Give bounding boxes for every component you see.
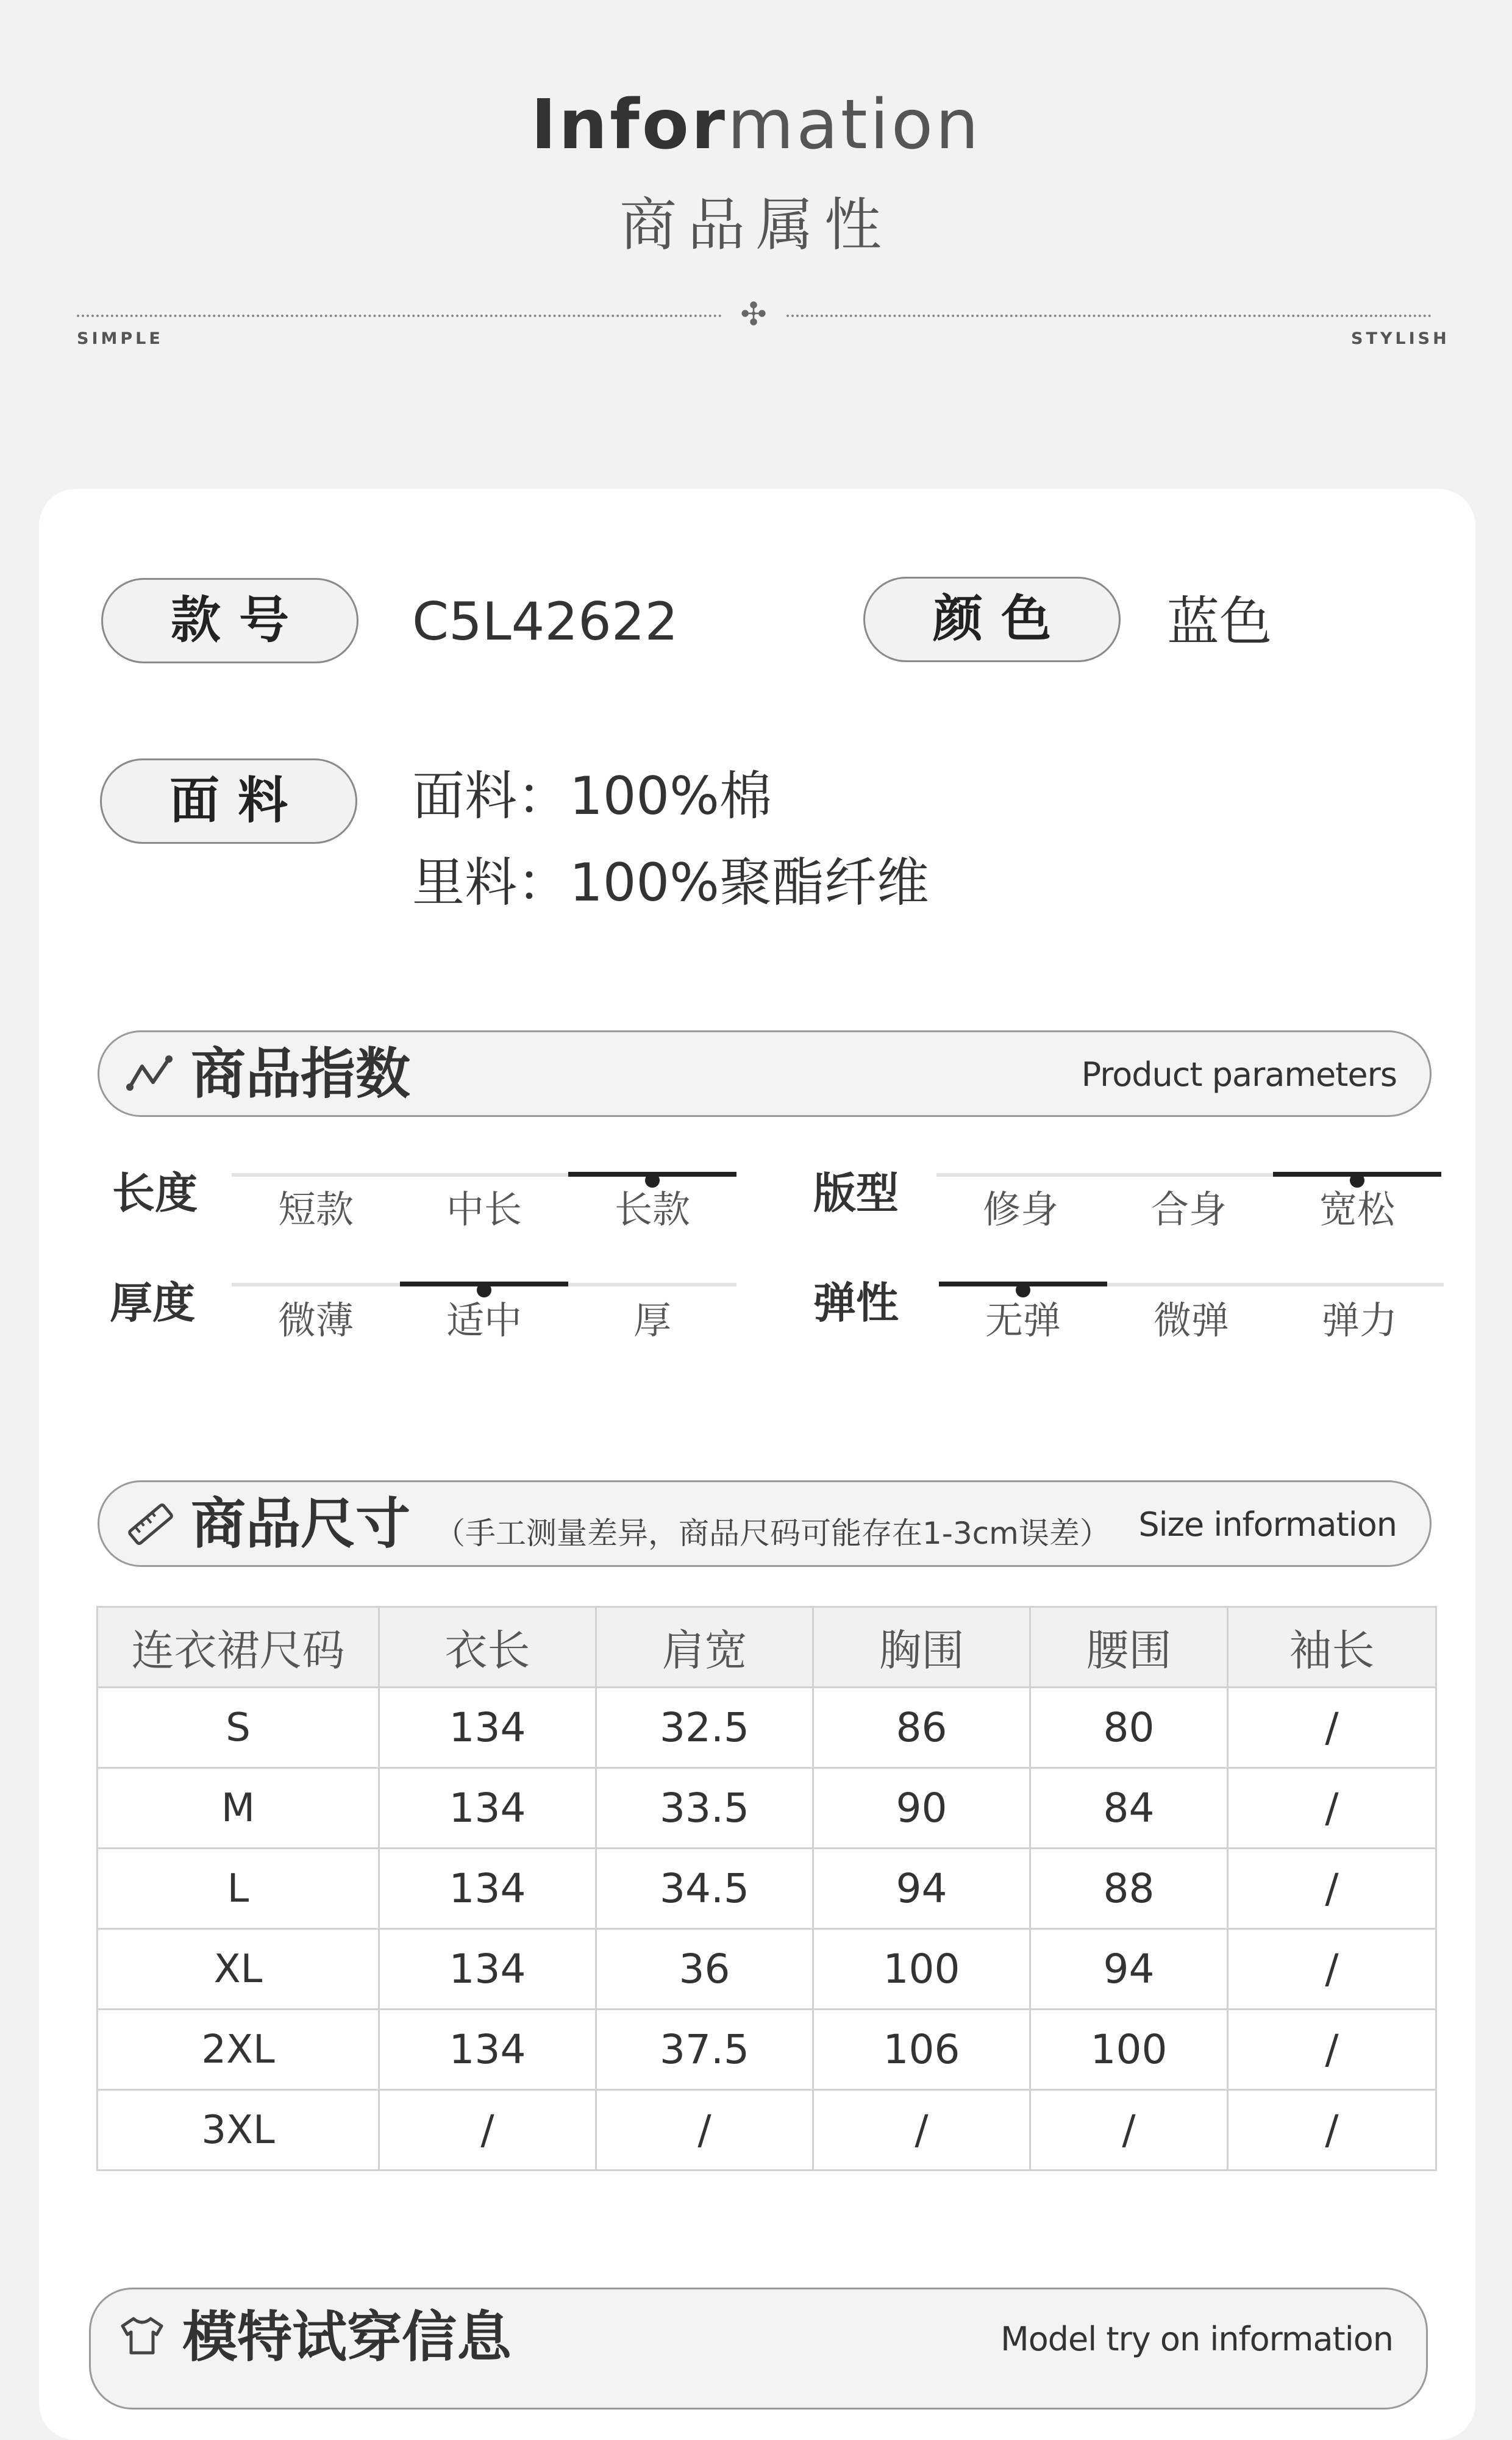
size-information-title: 商品尺寸 <box>191 1492 410 1556</box>
index-label-elasticity: 弹性 <box>813 1278 899 1328</box>
product-parameters-title: 商品指数 <box>191 1042 410 1106</box>
table-cell: 134 <box>379 2010 596 2090</box>
table-cell: 134 <box>379 1929 596 2010</box>
info-title <box>0 79 1512 171</box>
thickness-option-1: 微薄 <box>277 1298 354 1343</box>
table-cell: 3XL <box>98 2090 379 2171</box>
elasticity-option-2: 微弹 <box>1153 1298 1229 1343</box>
length-option-1: 短款 <box>277 1187 354 1232</box>
ruler-icon <box>126 1503 175 1546</box>
table-cell: / <box>1228 1768 1436 1849</box>
elasticity-option-3: 弹力 <box>1321 1298 1397 1343</box>
fabric-pill: 面料 <box>100 758 357 844</box>
table-cell: / <box>596 2090 813 2171</box>
fit-option-2: 合身 <box>1150 1187 1227 1232</box>
info-title-light: mation <box>727 85 982 165</box>
stylish-tag: STYLISH <box>1351 329 1450 348</box>
table-cell: 36 <box>596 1929 813 2010</box>
table-cell: 80 <box>1030 1688 1228 1768</box>
model-info-bar <box>89 2288 1428 2410</box>
size-information-en: Size information <box>1138 1505 1397 1544</box>
table-cell: M <box>98 1768 379 1849</box>
table-row <box>98 1768 1436 1849</box>
header-length: 衣长 <box>379 1607 596 1688</box>
header-size: 连衣裙尺码 <box>98 1607 379 1688</box>
table-row <box>98 1929 1436 2010</box>
table-cell: / <box>1228 2010 1436 2090</box>
model-info-en: Model try on information <box>1000 2320 1393 2358</box>
table-cell: 134 <box>379 1688 596 1768</box>
table-cell: 134 <box>379 1768 596 1849</box>
table-cell: 94 <box>1030 1929 1228 2010</box>
table-row <box>98 2090 1436 2171</box>
table-cell: XL <box>98 1929 379 2010</box>
color-value: 蓝色 <box>1167 591 1272 652</box>
table-cell: 94 <box>813 1849 1030 1929</box>
header-bust: 胸围 <box>813 1607 1030 1688</box>
table-cell: / <box>1228 2090 1436 2171</box>
elasticity-selected-dot <box>1016 1283 1030 1297</box>
table-cell: S <box>98 1688 379 1768</box>
index-label-length: 长度 <box>112 1168 198 1218</box>
fit-option-3: 宽松 <box>1319 1187 1395 1232</box>
table-cell: / <box>1030 2090 1228 2171</box>
table-cell: 100 <box>813 1929 1030 2010</box>
table-cell: / <box>1228 1688 1436 1768</box>
header-shoulder: 肩宽 <box>596 1607 813 1688</box>
table-cell: / <box>379 2090 596 2171</box>
simple-tag: SIMPLE <box>77 329 163 348</box>
table-cell: 134 <box>379 1849 596 1929</box>
info-title-bold: Infor <box>530 85 728 165</box>
thickness-selected-dot <box>477 1283 491 1297</box>
table-row <box>98 2010 1436 2090</box>
index-label-thickness: 厚度 <box>110 1278 195 1328</box>
style-number-value: C5L42622 <box>412 591 679 652</box>
table-cell: / <box>813 2090 1030 2171</box>
size-information-bar <box>98 1480 1432 1567</box>
table-cell: L <box>98 1849 379 1929</box>
table-cell: 2XL <box>98 2010 379 2090</box>
table-cell: 88 <box>1030 1849 1228 1929</box>
size-table <box>96 1606 1437 2171</box>
size-table-header <box>98 1607 1436 1688</box>
table-cell: 86 <box>813 1688 1030 1768</box>
thickness-option-2: 适中 <box>446 1298 522 1343</box>
product-parameters-bar <box>98 1030 1432 1117</box>
product-parameters-en: Product parameters <box>1081 1055 1397 1094</box>
table-cell: 100 <box>1030 2010 1228 2090</box>
info-subtitle: 商品属性 <box>619 192 893 259</box>
length-option-2: 中长 <box>446 1187 522 1232</box>
left-divider <box>77 315 722 317</box>
fabric-line-2: 里料：100%聚酯纤维 <box>412 852 929 913</box>
shirt-icon <box>118 2314 166 2356</box>
color-pill: 颜色 <box>863 577 1121 662</box>
table-row <box>98 1849 1436 1929</box>
length-option-3: 长款 <box>614 1187 690 1232</box>
table-cell: 33.5 <box>596 1768 813 1849</box>
header-waist: 腰围 <box>1030 1607 1228 1688</box>
table-cell: 34.5 <box>596 1849 813 1929</box>
right-divider <box>786 315 1432 317</box>
ornament-icon: ✣ <box>740 296 767 333</box>
header-sleeve: 袖长 <box>1228 1607 1436 1688</box>
index-label-fit: 版型 <box>813 1168 899 1218</box>
table-cell: / <box>1228 1849 1436 1929</box>
fabric-line-1: 面料：100%棉 <box>412 766 772 827</box>
table-cell: 84 <box>1030 1768 1228 1849</box>
table-cell: 90 <box>813 1768 1030 1849</box>
model-info-title: 模特试穿信息 <box>182 2305 512 2369</box>
table-cell: 106 <box>813 2010 1030 2090</box>
table-row <box>98 1688 1436 1768</box>
table-cell: / <box>1228 1929 1436 2010</box>
elasticity-option-1: 无弹 <box>985 1298 1061 1343</box>
size-measurement-note: （手工测量差异，商品尺码可能存在1-3cm误差） <box>435 1516 1110 1551</box>
table-cell: 32.5 <box>596 1688 813 1768</box>
thickness-option-3: 厚 <box>633 1298 671 1343</box>
style-number-pill: 款号 <box>101 578 358 663</box>
fit-option-1: 修身 <box>982 1187 1058 1232</box>
trend-icon <box>126 1053 175 1096</box>
table-cell: 37.5 <box>596 2010 813 2090</box>
